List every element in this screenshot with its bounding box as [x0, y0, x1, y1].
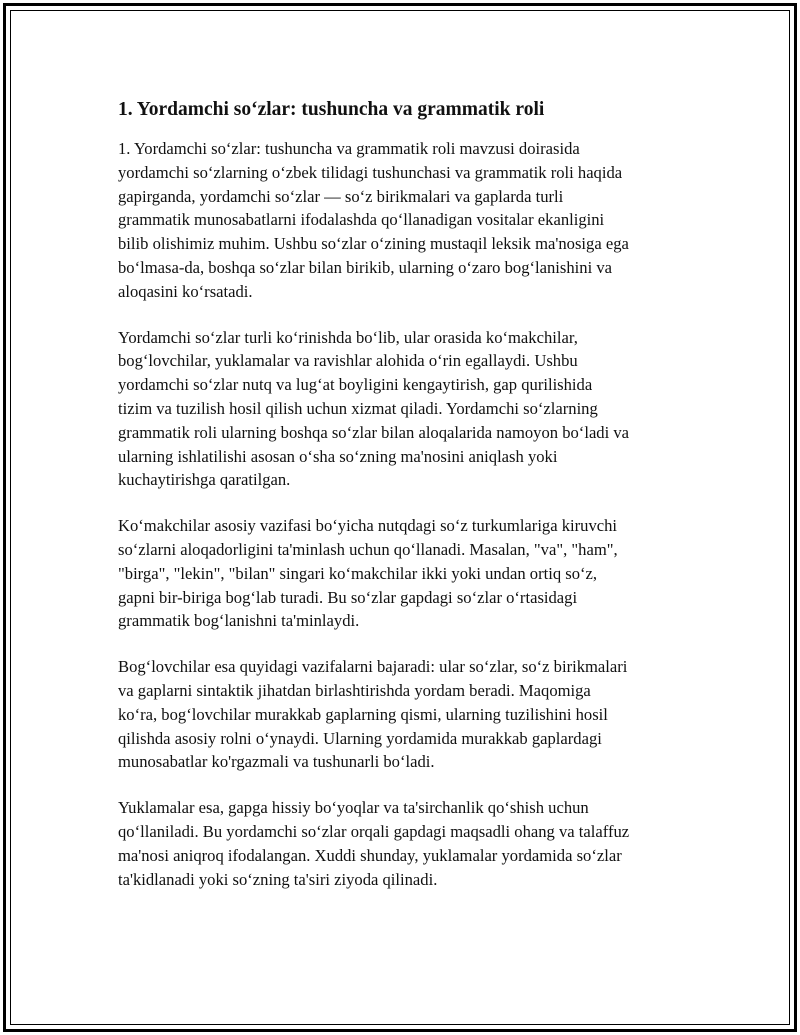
text-line: qo‘llaniladi. Bu yordamchi so‘zlar orqali gapdagi maqsadli ohang va talaffuz: [118, 821, 630, 841]
text-line: ma'nosi aniqroq ifodalangan. Xuddi shunday, yuklamalar yordamida so‘zlar: [118, 845, 622, 865]
text-line: qilishda asosiy rolni o‘ynaydi. Ularning yordamida murakkab gaplardagi: [118, 728, 602, 748]
text-line: bo‘lmasa-da, boshqa so‘zlar bilan birikib, ularning o‘zaro bog‘lanishini va: [118, 257, 612, 277]
text-line: Yordamchi so‘zlar turli ko‘rinishda bo‘lib, ular orasida ko‘makchilar,: [118, 327, 578, 347]
paragraph-boglovchilar: [118, 655, 698, 774]
text-line: yordamchi so‘zlar nutq va lug‘at boyligini kengaytirish, gap qurilishida: [118, 375, 593, 395]
text-line: grammatik bog‘lanishni ta'minlaydi.: [118, 611, 360, 631]
text-line: ularning ishlatilishi asosan o‘sha so‘zning ma'nosini aniqlash yoki: [118, 446, 558, 466]
text-line: ko‘ra, bog‘lovchilar murakkab gaplarning qismi, ularning tuzilishini hosil: [118, 704, 608, 724]
text-line: Bog‘lovchilar esa quyidagi vazifalarni bajaradi: ular so‘zlar, so‘z birikmalari: [118, 657, 628, 677]
text-line: yordamchi so‘zlarning o‘zbek tilidagi tushunchasi va grammatik roli haqida: [118, 162, 623, 182]
text-line: ta'kidlanadi yoki so‘zning ta'siri ziyoda qilinadi.: [118, 869, 438, 889]
text-line: aloqasini ko‘rsatadi.: [118, 281, 253, 301]
paragraph-yuklamalar: [118, 796, 698, 891]
text-line: "birga", "lekin", "bilan" singari ko‘makchilar ikki yoki undan ortiq so‘z,: [118, 563, 598, 583]
section-heading: 1. Yordamchi so‘zlar: tushuncha va grammatik roli: [118, 99, 545, 120]
text-line: bog‘lovchilar, yuklamalar va ravishlar alohida o‘rin egallaydi. Ushbu: [118, 351, 578, 371]
text-line: bilib olishimiz muhim. Ushbu so‘zlar o‘zining mustaqil leksik ma'nosiga ega: [118, 234, 629, 254]
text-line: gapirganda, yordamchi so‘zlar — so‘z birikmalari va gaplarda turli: [118, 186, 564, 206]
paragraph-types: [118, 326, 698, 493]
text-line: grammatik munosabatlarni ifodalashda qo‘llanadigan vositalar ekanligini: [118, 210, 605, 230]
text-line: so‘zlarni aloqadorligini ta'minlash uchun qo‘llanadi. Masalan, "va", "ham",: [118, 539, 618, 559]
text-line: va gaplarni sintaktik jihatdan birlashtirishda yordam beradi. Maqomiga: [118, 680, 591, 700]
text-line: Yuklamalar esa, gapga hissiy bo‘yoqlar va ta'sirchanlik qo‘shish uchun: [118, 798, 589, 818]
text-line: Ko‘makchilar asosiy vazifasi bo‘yicha nutqdagi so‘z turkumlariga kiruvchi: [118, 516, 618, 536]
text-line: kuchaytirishga qaratilgan.: [118, 470, 291, 490]
text-line: grammatik roli ularning boshqa so‘zlar bilan aloqalarida namoyon bo‘ladi va: [118, 422, 630, 442]
document-body: [118, 90, 698, 913]
paragraph-intro: [118, 137, 698, 304]
text-line: gapni bir-biriga bog‘lab turadi. Bu so‘zlar gapdagi so‘zlar o‘rtasidagi: [118, 587, 578, 607]
text-line: tizim va tuzilish hosil qilish uchun xizmat qiladi. Yordamchi so‘zlarning: [118, 398, 598, 418]
text-line: munosabatlar ko'rgazmali va tushunarli bo‘ladi.: [118, 752, 435, 772]
paragraph-komakchilar: [118, 514, 698, 633]
text-line: 1. Yordamchi so‘zlar: tushuncha va grammatik roli mavzusi doirasida: [118, 139, 580, 158]
